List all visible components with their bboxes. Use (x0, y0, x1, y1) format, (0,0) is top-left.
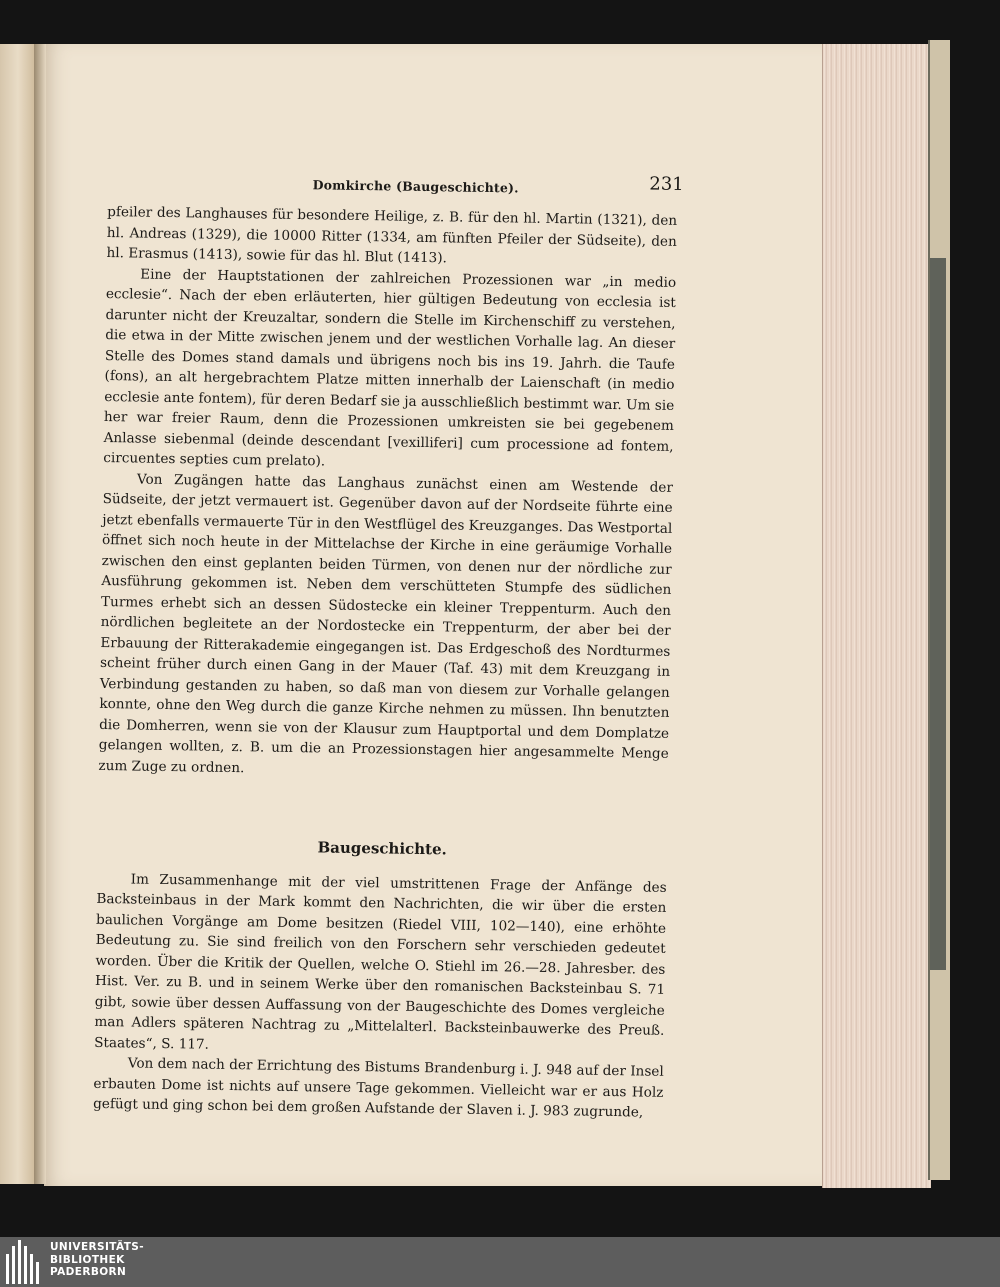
section-heading: Baugeschichte. (317, 838, 447, 859)
paragraph: Von dem nach der Errichtung des Bistums Brandenburg i. J. 948 auf der Insel erbauten Dome ist nichts auf unsere Tage gekommen. Vielleicht war er aus Holz gefügt und ging schon bei dem großen Aufstande der Slaven i. J. 983 zugrunde, (93, 1055, 664, 1121)
running-head: Domkirche (Baugeschichte). (312, 177, 519, 196)
logo-line-2: BIBLIOTHEK (50, 1253, 125, 1266)
paragraph: Von Zugängen hatte das Langhaus zunächst einen am Westende der Südseite, der jetzt vermauert ist. Gegenüber davon auf der Nordseite führte eine jetzt ebenfalls vermauerte Tür in den Westflügel des Kreuzganges. Das Westportal öffnet sich noch heute in der Mittelachse der Kirche in eine geräumige Vorhalle zwischen den einst geplanten beiden Türmen, von denen nur der nördliche zur Ausführung gekommen ist. Neben dem verschütteten Stumpfe des südlichen Turmes erhebt sich an dessen Südostecke ein kleiner Treppenturm. Auch den nördlichen begleitete an der Nordostecke ein Treppenturm, der aber bei der Erbauung der Ritterakademie eingegangen ist. Das Erdgeschoß des Nordturmes scheint früher durch einen Gang in der Mauer (Taf. 43) mit dem Kreuzgang in Verbindung gestanden zu haben, so daß man von diesem zur Vorhalle gelangen konnte, ohne den Weg durch die ganze Kirche nehmen zu müssen. Ihn benutzten die Domherren, wenn sie von der Klausur zum Hauptportal und dem Domplatze gelangen wollten, z. B. um die an Prozessionstagen hier angesammelte Menge zum Zuge zu ordnen. (98, 470, 674, 776)
left-page-edge (0, 44, 37, 1184)
page-header (107, 160, 684, 211)
library-logo-text (50, 1241, 144, 1279)
page-text-block (93, 160, 684, 1123)
logo-line-3: PADERBORN (50, 1266, 127, 1278)
library-bars-logo-icon (6, 1240, 46, 1284)
page-stack-edges (822, 44, 931, 1188)
library-footer-bar (0, 1237, 1000, 1287)
page-number: 231 (649, 173, 684, 196)
cover-cloth-strip (930, 258, 946, 970)
paragraph: pfeiler des Langhauses für besondere Heilige, z. B. für den hl. Martin (1321), den hl. Andreas (1329), die 10000 Ritter (1334, am fünften Pfeiler der Südseite), den hl. Erasmus (1413), sowie für das hl. Blut (1413). (106, 203, 678, 267)
book-gutter (34, 44, 46, 1184)
logo-line-1: UNIVERSITÄTS- (50, 1241, 145, 1253)
paragraph: Im Zusammenhange mit der viel umstrittenen Frage der Anfänge des Backsteinbaus in der Mark kommt den Nachrichten, die wir über die ersten baulichen Vorgänge am Dome besitzen (Riedel VIII, 102—140), eine erhöhte Bedeutung zu. Sie sind freilich von den Forschern sehr verschieden gedeutet worden. Über die Kritik der Quellen, welche O. Stiehl im 26.—28. Jahresber. des Hist. Ver. zu B. und in seinem Werke über den romanischen Backsteinbau S. 71 gibt, sowie über dessen Auffassung von der Baugeschichte des Domes vergleiche man Adlers späteren Nachtrag zu „Mittelalterl. Backsteinbauwerke des Preuß. Staates“, S. 117. (94, 870, 667, 1053)
paragraph: Eine der Hauptstationen der zahlreichen Prozessionen war „in medio ecclesie“. Nach der eben erläuterten, hier gültigen Bedeutung von ecclesia ist darunter nicht der Kreuzaltar, sondern die Stelle im Kirchenschiff zu verstehen, die etwa in der Mitte zwischen jenem und der westlichen Vorhalle lag. An dieser Stelle des Domes stand damals und übrigens noch bis ins 19. Jahrh. die Taufe (fons), an alt hergebrachtem Platze mitten innerhalb der Laienschaft (in medio ecclesie ante fontem), für deren Bedarf sie ja ausschließlich bestimmt war. Um sie her war freier Raum, denn die Prozessionen umkreisten sie bei gegebenem Anlasse siebenmal (deinde descendant [vexilliferi] cum processione ad fontem, circuentes septies cum prelato). (103, 266, 677, 470)
